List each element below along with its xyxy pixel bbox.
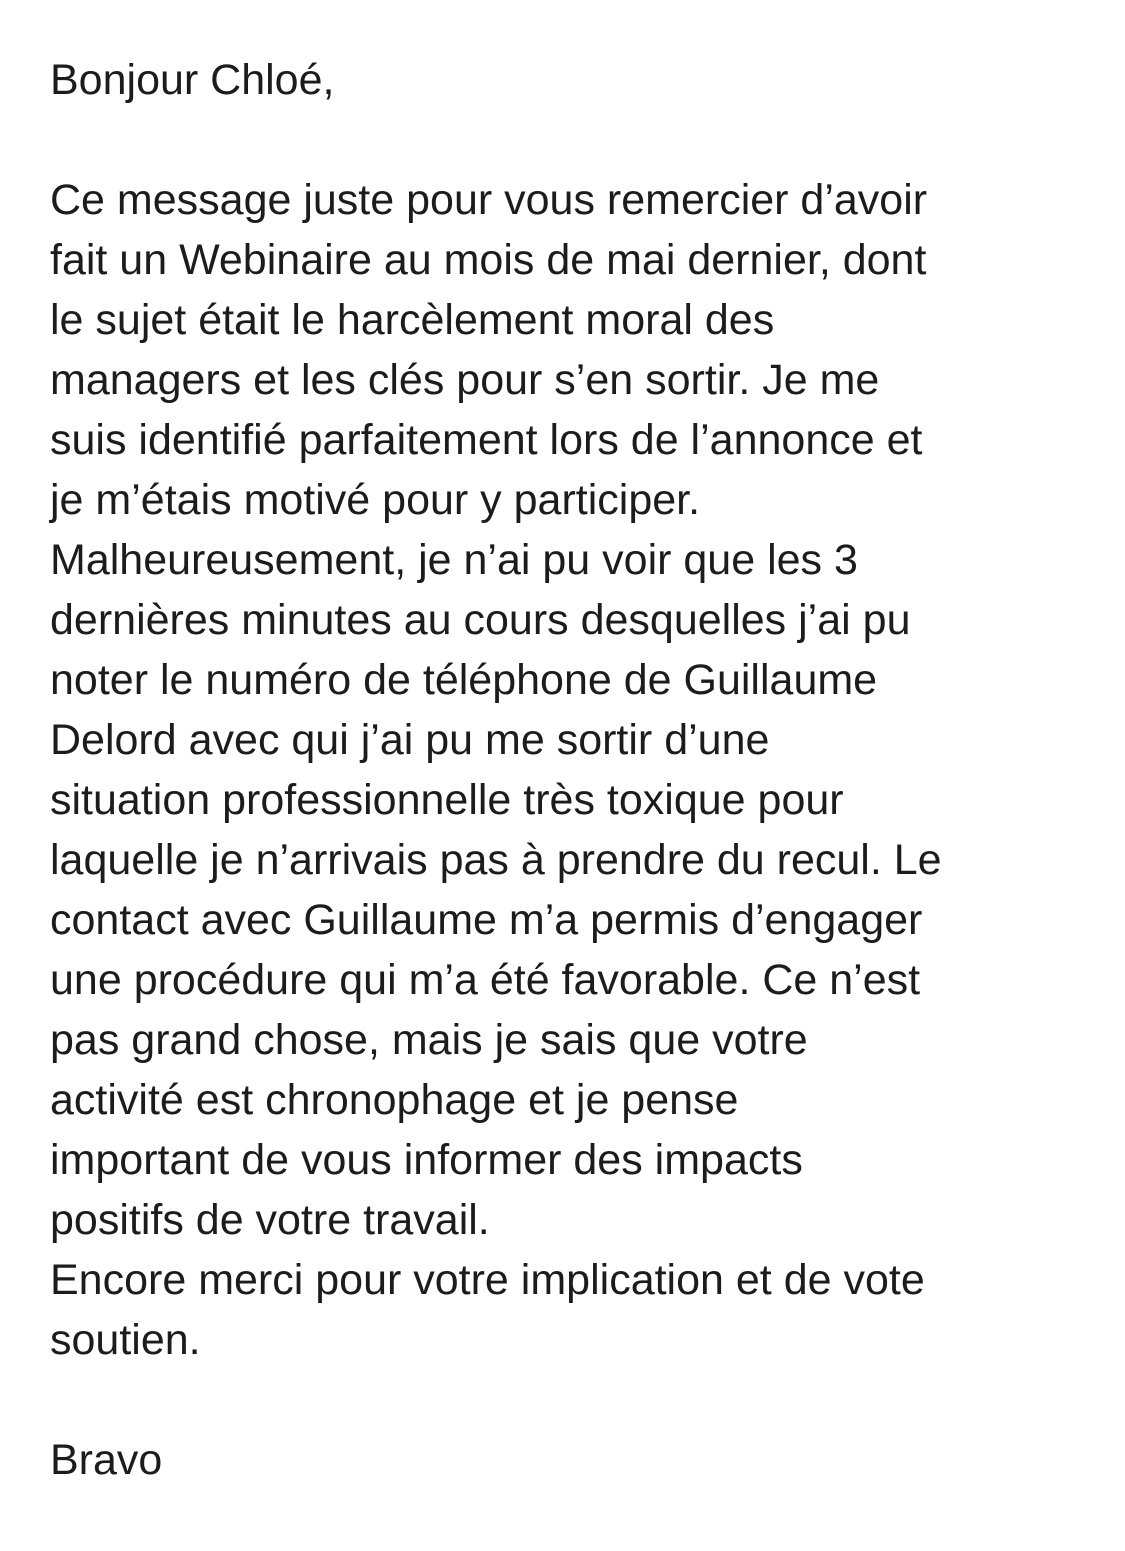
message-body — [50, 50, 1110, 1490]
body-line: le sujet était le harcèlement moral des — [50, 296, 775, 344]
body-line: je m’étais motivé pour y participer. — [50, 476, 701, 524]
blank-line — [50, 110, 1110, 170]
body-line: important de vous informer des impacts — [50, 1136, 803, 1184]
body-line: laquelle je n’arrivais pas à prendre du recul. Le — [50, 836, 942, 884]
body-line: dernières minutes au cours desquelles j’ai pu — [50, 596, 911, 644]
body-line: managers et les clés pour s’en sortir. Je me — [50, 356, 880, 404]
body-line: soutien. — [50, 1316, 201, 1364]
blank-line — [50, 1370, 1110, 1430]
body-line: situation professionnelle très toxique pour — [50, 776, 844, 824]
body-line: noter le numéro de téléphone de Guillaume — [50, 656, 878, 704]
closing-text: Bravo — [50, 1436, 163, 1484]
body-line: pas grand chose, mais je sais que votre — [50, 1016, 808, 1064]
body-line: contact avec Guillaume m’a permis d’engager — [50, 896, 923, 944]
body-line: positifs de votre travail. — [50, 1196, 490, 1244]
body-line: Malheureusement, je n’ai pu voir que les 3 — [50, 536, 858, 584]
greeting-text: Bonjour Chloé, — [50, 56, 335, 104]
body-line: fait un Webinaire au mois de mai dernier, dont — [50, 236, 927, 284]
body-line: activité est chronophage et je pense — [50, 1076, 739, 1124]
body-line: suis identifié parfaitement lors de l’annonce et — [50, 416, 923, 464]
body-line: Encore merci pour votre implication et de vote — [50, 1256, 925, 1304]
body-line: une procédure qui m’a été favorable. Ce n’est — [50, 956, 921, 1004]
body-line: Ce message juste pour vous remercier d’avoir — [50, 176, 928, 224]
body-line: Delord avec qui j’ai pu me sortir d’une — [50, 716, 770, 764]
